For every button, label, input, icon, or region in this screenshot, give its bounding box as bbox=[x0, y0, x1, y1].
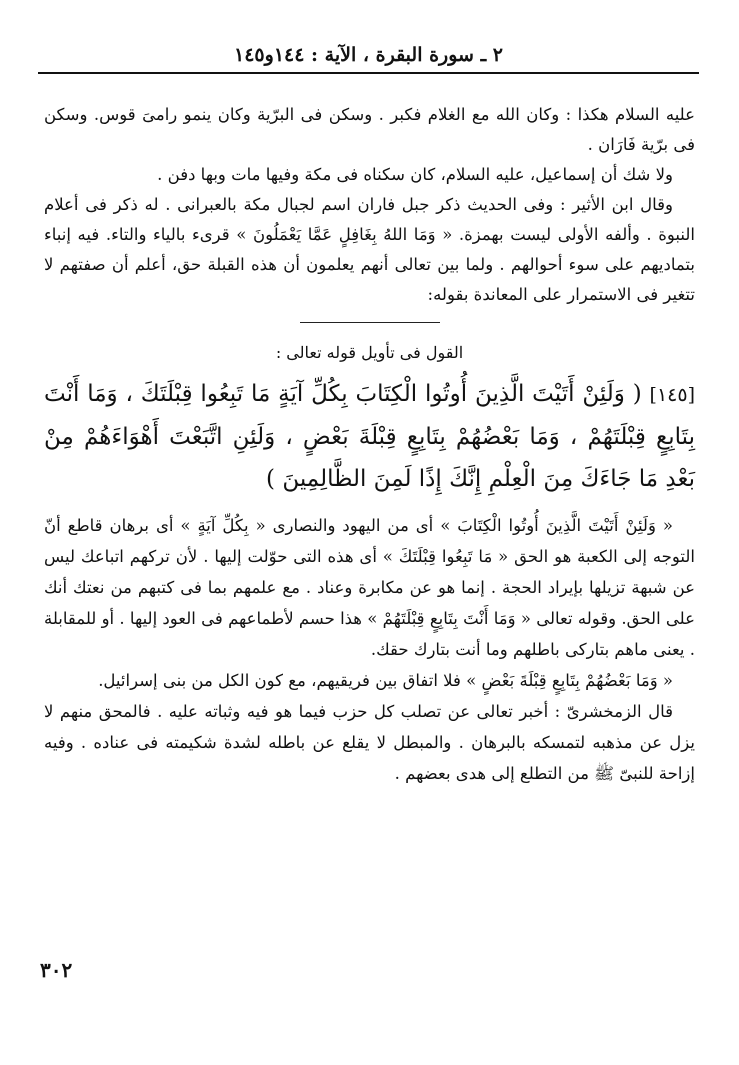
page-body bbox=[44, 100, 695, 789]
verse-text: ( وَلَئِنْ أَتَيْتَ الَّذِينَ أُوتُوا الْكِتَابَ بِكُلِّ آيَةٍ مَا تَبِعُوا قِبْلَتَكَ ، وَمَا أَنْتَ بِتَابِعٍ قِبْلَتَهُمْ ، وَمَا بَعْضُهُمْ بِتَابِعٍ قِبْلَةَ بَعْضٍ ، وَلَئِنِ اتَّبَعْتَ أَهْوَاءَهُمْ مِنْ بَعْدِ مَا جَاءَكَ مِنَ الْعِلْمِ إِنَّكَ إِذًا لَمِنَ الظَّالِمِينَ ) bbox=[44, 381, 695, 492]
intro-paragraph-2: ولا شك أن إسماعيل، عليه السلام، كان سكناه فى مكة وفيها مات وبها دفن . bbox=[157, 165, 673, 184]
commentary bbox=[44, 510, 695, 789]
header-title: ٢ ـ سورة البقرة ، الآية : ١٤٤و١٤٥ bbox=[234, 44, 503, 66]
section-heading: القول فى تأويل قوله تعالى : bbox=[275, 343, 464, 362]
intro-paragraph-1: عليه السلام هكذا : وكان الله مع الغلام فكبر . وسكن فى البرّية وكان ينمو رامىَ قوس. وسكن فى برّية فَارَان . bbox=[44, 105, 695, 154]
section-divider bbox=[300, 322, 440, 323]
quran-verse bbox=[44, 373, 695, 500]
running-header bbox=[38, 38, 699, 74]
verse-number: [١٤٥] bbox=[649, 384, 696, 406]
intro-paragraph-3: وقال ابن الأثير : وفى الحديث ذكر جبل فاران اسم لجبال مكة بالعبرانى . له ذكر فى أعلام النبوة . وألفه الأولى ليست بهمزة. « وَمَا اللهُ بِغَافِلٍ عَمَّا يَعْمَلُونَ » قرىء بالياء والتاء. فيه إنباء بتماديهم على سوء أحوالهم . ولما بين تعالى أنهم يعلمون أن هذه القبلة حق، أعلم أن صفتهم لا تتغير فى الاستمرار على المعاندة بقوله: bbox=[44, 195, 695, 304]
commentary-paragraph-2: « وَمَا بَعْضُهُمْ بِتَابِعٍ قِبْلَةَ بَعْضٍ » فلا اتفاق بين فريقيهم، مع كون الكل من بنى إسرائيل. bbox=[98, 671, 673, 690]
commentary-paragraph-1: « وَلَئِنْ أَتَيْتَ الَّذِينَ أُوتُوا الْكِتَابَ » أى من اليهود والنصارى « بِكُلِّ آيَةٍ » أى برهان قاطع أنّ التوجه إلى الكعبة هو الحق « مَا تَبِعُوا قِبْلَتَكَ » أى هذه التى حوّلت إليها . لأن تركهم اتباعك ليس عن شبهة تزيلها بإيراد الحجة . إنما هو عن مكابرة وعناد . مع علمهم بما فى كتبهم من نعتك أنك على الحق. وقوله تعالى « وَمَا أَنْتَ بِتَابِعٍ قِبْلَتَهُمْ » هذا حسم لأطماعهم فى العود إليها . أو للمقابلة . يعنى ماهم بتاركى باطلهم وما أنت بتارك حقك. bbox=[44, 516, 695, 659]
commentary-paragraph-3: قال الزمخشرىّ : أخبر تعالى عن تصلب كل حزب فيما هو فيه وثباته عليه . فالمحق منهم لا يزل عن مذهبه لتمسكه بالبرهان . والمبطل لا يقلع عن باطله لشدة شكيمته فى عناده . وفيه إزاحة للنبىّ ﷺ من التطلع إلى هدى بعضهم . bbox=[44, 702, 695, 783]
page-number: ٣٠٢ bbox=[40, 958, 73, 982]
